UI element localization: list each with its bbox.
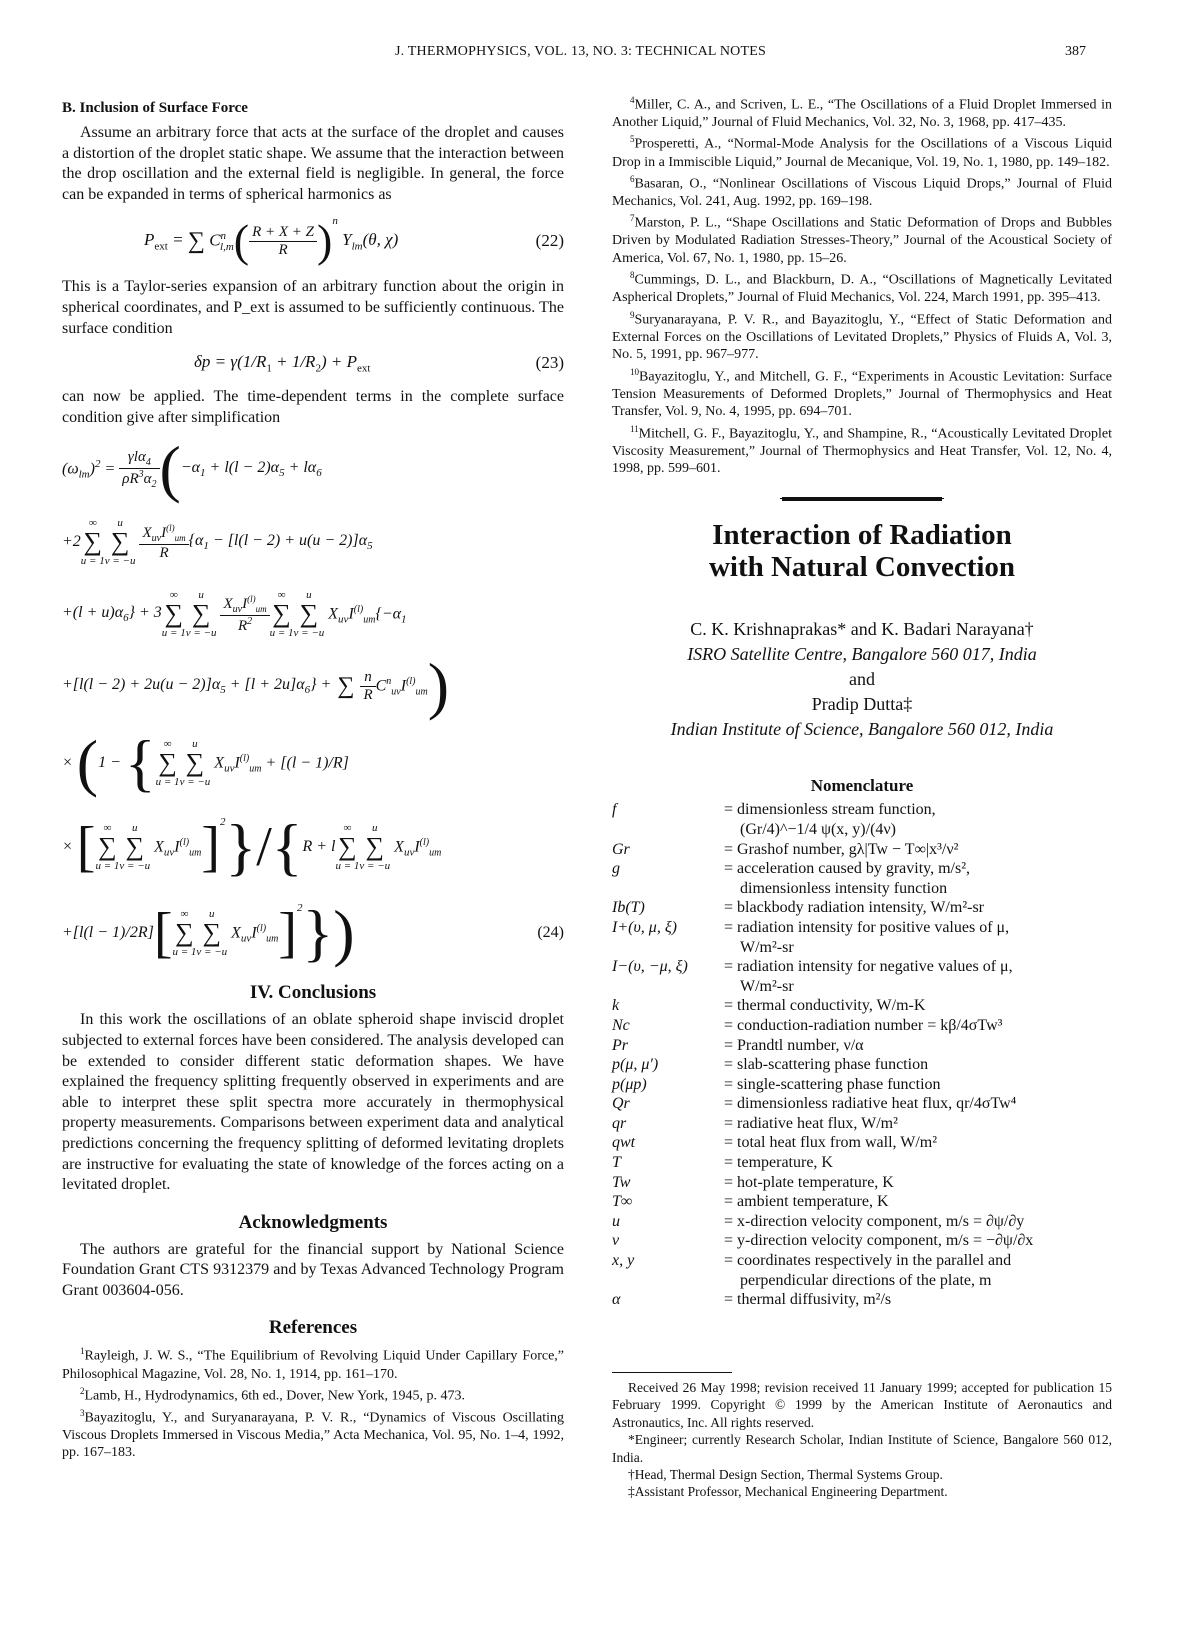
authors-2: Pradip Dutta‡ xyxy=(811,694,913,715)
nomenclature-row xyxy=(612,1075,1112,1095)
nomenclature-symbol: Nc xyxy=(612,1016,630,1034)
nomenclature-symbol: u xyxy=(612,1212,620,1230)
running-header xyxy=(0,44,1186,66)
footnote-author-2: †Head, Thermal Design Section, Thermal Systems Group. xyxy=(628,1467,943,1483)
conclusions-heading: IV. Conclusions xyxy=(249,982,377,1004)
nomenclature-symbol: p(μ, μ′) xyxy=(612,1056,659,1074)
footnote-author-3: ‡Assistant Professor, Mechanical Engineering Department. xyxy=(628,1484,948,1500)
nomenclature-definition: perpendicular directions of the plate, m xyxy=(740,1271,992,1289)
affiliation-2: Indian Institute of Science, Bangalore 560 012, India xyxy=(670,719,1054,740)
nomenclature-definition: = radiative heat flux, W/m² xyxy=(724,1114,898,1132)
nomenclature-row xyxy=(612,840,1112,860)
nomenclature-symbol: I+(υ, μ, ξ) xyxy=(612,918,678,936)
subsection-heading: B. Inclusion of Surface Force xyxy=(62,100,248,116)
nomenclature-definition: dimensionless intensity function xyxy=(740,879,948,897)
nomenclature-symbol: p(μp) xyxy=(612,1075,647,1093)
reference-item: $^1$Rayleigh, J. W. S., “The Equilibrium of Revolving Liquid Under Capillary Force,” Philosophical Magazine, Vol. 28, No. 1, 1914, pp. 161–170. xyxy=(62,1346,564,1382)
equation-23: $\delta p = \gamma(1/R_1 + 1/R_2) + P_{ext}$ (23) xyxy=(194,351,564,375)
nomenclature-definition: = thermal diffusivity, m²/s xyxy=(724,1291,892,1309)
page-number: 387 xyxy=(1065,44,1086,59)
reference-item: $^8$Cummings, D. L., and Blackburn, D. A., “Oscillations of Magnetically Levitated Aspherical Droplets,” Journal of Fluid Mechanics, Vol. 224, March 1991, pp. 395–413. xyxy=(612,270,1112,306)
nomenclature-symbol xyxy=(612,938,724,958)
nomenclature-definition: = hot-plate temperature, K xyxy=(724,1173,894,1191)
nomenclature-definition: W/m²-sr xyxy=(740,977,794,995)
nomenclature-symbol: k xyxy=(612,997,620,1015)
equation-22: $P_{ext}$ = ∑ $C^n_{l,m}$ ( $\frac{R + X + Z}{R}$ ) $^n$ $Y_{lm}(\theta$, χ) (22) xyxy=(144,215,564,267)
reference-item: $^4$Miller, C. A., and Scriven, L. E., “The Oscillations of a Fluid Droplet Immersed in Another Liquid,” Journal of Fluid Mechanics, Vol. 32, No. 3, 1968, pp. 417–435. xyxy=(612,95,1112,131)
nomenclature-symbol: g xyxy=(612,860,620,878)
nomenclature-definition: = conduction-radiation number = kβ/4σTw³ xyxy=(724,1016,1003,1034)
nomenclature-row xyxy=(612,820,1112,840)
nomenclature-symbol: Ib(T) xyxy=(612,899,645,917)
nomenclature-row xyxy=(612,1173,1112,1193)
nomenclature-row xyxy=(612,1271,1112,1291)
equation-24: $(\omega_{lm})^2$ = $\frac{\gamma l\alpha_4}{\rho R^3\alpha_2}$ ( $-\alpha_1 + l(l - 2)\alpha_5 + l\alpha_6$ +2 ∞ ∑ u = 1 u ∑ v = −u $\frac{X_{uv}I^{(l)}_{um}}{R}$ {$\alpha_1 - [l(l - 2) + u(u - 2)]\alpha_5$ $+(l + u)\alpha_6\} + 3$ ∞ ∑ u = 1 u ∑ v = −u $\frac{X_{uv}I^{(l)}_{um}}{R^2}$ ∞ ∑ u = 1 u ∑ v = −u $X_{uv}I^{(l)}_{um}\{-\alpha_1$ $+[l(l - 2) + 2u(u - 2)]\alpha_5 + [l + 2u]\alpha_6$} + ∑ $\frac{n}{R}$ $C^n_{uv}I^{(l)}_{um}$ ) × ( 1 − { ∞ ∑ u = 1 u ∑ v = −u $X_{uv}I^{(l)}_{um} + [(l - 1)/R]$ × [ ∞ ∑ u = 1 u ∑ v = −u $X_{uv}I^{(l)}_{um}$ ] $^2$ } / { R + l ∞ ∑ u = 1 u ∑ v = −u $X_{uv}I^{(l)}_{um}$ +[l(l − 1)/2R] [ ∞ ∑ u = 1 u ∑ v = −u $X_{uv}I^{(l)}_{um}$ ] $^2$ }) (24) xyxy=(62,433,564,969)
nomenclature-definition: = radiation intensity for negative values of μ, xyxy=(724,958,1013,976)
nomenclature-symbol: qwt xyxy=(612,1134,636,1152)
references-heading: References xyxy=(268,1317,358,1339)
authors-and: and xyxy=(849,669,875,690)
reference-item: $^{10}$Bayazitoglu, Y., and Mitchell, G. F., “Experiments in Acoustic Levitation: Surface Tension Measurements of Deformed Droplets,” Journal of Thermophysics and Heat Transfer, Vol. 9, No. 4, 1995, pp. 694–701. xyxy=(612,366,1112,420)
nomenclature-definition: = Grashof number, gλ|Tw − T∞|x³/ν² xyxy=(724,840,959,858)
nomenclature-definition: = dimensionless stream function, xyxy=(724,801,936,819)
reference-item: $^6$Basaran, O., “Nonlinear Oscillations of Viscous Liquid Drops,” Journal of Fluid Mechanics, Vol. 241, Aug. 1992, pp. 169–198. xyxy=(612,173,1112,209)
nomenclature-symbol xyxy=(612,1271,724,1291)
nomenclature-row xyxy=(612,1094,1112,1114)
nomenclature-list xyxy=(612,800,1112,1309)
nomenclature-row xyxy=(612,1290,1112,1310)
reference-item: $^7$Marston, P. L., “Shape Oscillations and Static Deformation of Drops and Bubbles Driven by Modulated Radiation Stresses-Theory,” Journal of the Acoustical Society of America, Vol. 67, No. 1, 1980, pp. 15–26. xyxy=(612,213,1112,266)
nomenclature-symbol: I−(υ, −μ, ξ) xyxy=(612,958,688,976)
nomenclature-row xyxy=(612,1231,1112,1251)
nomenclature-row xyxy=(612,898,1112,918)
nomenclature-definition: = coordinates respectively in the parallel and xyxy=(724,1252,1012,1270)
nomenclature-row xyxy=(612,1036,1112,1056)
paragraph-3: can now be applied. The time-dependent terms in the complete surface condition give after simplification xyxy=(62,388,564,426)
conclusions-text: In this work the oscillations of an oblate spheroid shape inviscid droplet subjected to external forces have been considered. The analysis developed can be extended to consider different static deformation shapes. We have explained the frequency splitting frequently observed in experiments and are able to interpret these split spectra more accurately in thermophysical property measurements. Comparisons between experiment data and analytical predictions concerning the frequency splitting of deformed levitating droplets are instructive for evaluating the state of knowledge of the forces acting on a levitated droplet. xyxy=(62,1011,564,1194)
received-note: Received 26 May 1998; revision received 11 January 1999; accepted for publication 15 February 1999. Copyright © 1999 by the American Institute of Aeronautics and Astronautics, Inc. All rights reserved. xyxy=(612,1380,1112,1430)
nomenclature-definition: = temperature, K xyxy=(724,1154,833,1172)
nomenclature-row xyxy=(612,918,1112,938)
nomenclature-definition: = slab-scattering phase function xyxy=(724,1056,929,1074)
nomenclature-row xyxy=(612,1192,1112,1212)
article-title-line-1: Interaction of Radiation xyxy=(712,519,1012,552)
nomenclature-definition: = thermal conductivity, W/m-K xyxy=(724,997,926,1015)
references-left xyxy=(62,1343,564,1461)
acknowledgments-text: The authors are grateful for the financial support by National Science Foundation Grant CTS 9312379 and by Texas Advanced Technology Program Grant 003604-056. xyxy=(62,1240,564,1299)
running-head: J. THERMOPHYSICS, VOL. 13, NO. 3: TECHNICAL NOTES xyxy=(395,44,766,59)
nomenclature-row xyxy=(612,800,1112,820)
nomenclature-row xyxy=(612,1251,1112,1271)
reference-item: $^3$Bayazitoglu, Y., and Suryanarayana, P. V. R., “Dynamics of Viscous Oscillating Viscous Droplets Immersed in Viscous Media,” Acta Mechanica, Vol. 95, No. 1–4, 1992, pp. 167–183. xyxy=(62,1408,564,1461)
reference-item: $^5$Prosperetti, A., “Normal-Mode Analysis for the Oscillations of a Viscous Liquid Drop in a Immiscible Liquid,” Journal de Mecanique, Vol. 19, No. 1, 1980, pp. 149–182. xyxy=(612,134,1112,170)
article-divider xyxy=(782,497,942,501)
nomenclature-symbol: Pr xyxy=(612,1036,628,1054)
nomenclature-symbol: T∞ xyxy=(612,1193,633,1211)
nomenclature-row xyxy=(612,1212,1112,1232)
nomenclature-row xyxy=(612,1133,1112,1153)
paragraph-2: This is a Taylor-series expansion of an arbitrary function about the origin in spherical coordinates, and P_ext is assumed to be sufficiently continuous. The surface condition xyxy=(62,278,564,337)
nomenclature-symbol: v xyxy=(612,1232,620,1250)
left-column xyxy=(62,92,564,1462)
nomenclature-definition: = x-direction velocity component, m/s = ∂ψ/∂y xyxy=(724,1212,1025,1230)
nomenclature-definition: = dimensionless radiative heat flux, qr/4σTw⁴ xyxy=(724,1095,1017,1113)
nomenclature-symbol xyxy=(612,879,724,899)
reference-item: $^{11}$Mitchell, G. F., Bayazitoglu, Y., and Shampine, R., “Acoustically Levitated Droplet Viscosity Measurement,” Journal of Thermophysics and Heat Transfer, Vol. 12, No. 4, 1998, pp. 599–601. xyxy=(612,423,1112,476)
nomenclature-row xyxy=(612,1153,1112,1173)
nomenclature-row xyxy=(612,859,1112,879)
nomenclature-row xyxy=(612,938,1112,958)
nomenclature-definition: = radiation intensity for positive values of μ, xyxy=(724,918,1010,936)
nomenclature-definition: = total heat flux from wall, W/m² xyxy=(724,1134,938,1152)
nomenclature-heading: Nomenclature xyxy=(810,776,914,796)
nomenclature-symbol: Gr xyxy=(612,840,630,858)
authors-1: C. K. Krishnaprakas* and K. Badari Narayana† xyxy=(690,619,1034,640)
nomenclature-symbol: Tw xyxy=(612,1173,631,1191)
reference-item: $^2$Lamb, H., Hydrodynamics, 6th ed., Dover, New York, 1945, p. 473. xyxy=(80,1385,466,1404)
affiliation-1: ISRO Satellite Centre, Bangalore 560 017, India xyxy=(687,644,1037,665)
nomenclature-symbol: Qr xyxy=(612,1095,630,1113)
equation-23-number: (23) xyxy=(535,353,564,373)
nomenclature-symbol: α xyxy=(612,1291,621,1309)
references-right xyxy=(612,92,1112,477)
nomenclature-definition: W/m²-sr xyxy=(740,938,794,956)
nomenclature-symbol: T xyxy=(612,1154,621,1172)
nomenclature-definition: (Gr/4)^−1/4 ψ(x, y)/(4ν) xyxy=(740,820,896,838)
nomenclature-definition: = ambient temperature, K xyxy=(724,1193,889,1211)
paragraph-1: Assume an arbitrary force that acts at the surface of the droplet and causes a distortion of the droplet static shape. We assume that the interaction between the drop oscillation and the external field is negligible. In general, the force can be expanded in terms of spherical harmonics as xyxy=(62,124,564,203)
nomenclature-symbol xyxy=(612,820,724,840)
nomenclature-row xyxy=(612,1114,1112,1134)
nomenclature-symbol: f xyxy=(612,801,617,819)
footnote-author-1: *Engineer; currently Research Scholar, Indian Institute of Science, Bangalore 560 012, India. xyxy=(612,1432,1112,1465)
footnote-rule xyxy=(612,1372,732,1373)
nomenclature-definition: = acceleration caused by gravity, m/s², xyxy=(724,860,971,878)
acknowledgments-heading: Acknowledgments xyxy=(238,1211,388,1233)
nomenclature-row xyxy=(612,1055,1112,1075)
nomenclature-definition: = y-direction velocity component, m/s = −∂ψ/∂x xyxy=(724,1232,1034,1250)
right-column xyxy=(612,92,1112,1310)
nomenclature-row xyxy=(612,957,1112,977)
nomenclature-definition: = Prandtl number, ν/α xyxy=(724,1036,864,1054)
nomenclature-definition: = single-scattering phase function xyxy=(724,1075,941,1093)
nomenclature-symbol: qr xyxy=(612,1114,627,1132)
nomenclature-row xyxy=(612,1016,1112,1036)
nomenclature-symbol: x, y xyxy=(612,1252,635,1270)
author-block xyxy=(612,617,1112,742)
reference-item: $^9$Suryanarayana, P. V. R., and Bayazitoglu, Y., “Effect of Static Deformation and External Forces on the Oscillations of Levitated Droplets,” Physics of Fluids A, Vol. 3, No. 5, 1991, pp. 967–977. xyxy=(612,309,1112,363)
nomenclature-row xyxy=(612,879,1112,899)
equation-22-number: (22) xyxy=(535,231,564,251)
footnotes xyxy=(612,1372,1112,1501)
equation-24-number: (24) xyxy=(537,924,564,942)
nomenclature-definition: = blackbody radiation intensity, W/m²-sr xyxy=(724,899,984,917)
nomenclature-symbol xyxy=(612,977,724,997)
nomenclature-row xyxy=(612,996,1112,1016)
article-title-line-2: with Natural Convection xyxy=(708,551,1016,584)
nomenclature-row xyxy=(612,977,1112,997)
